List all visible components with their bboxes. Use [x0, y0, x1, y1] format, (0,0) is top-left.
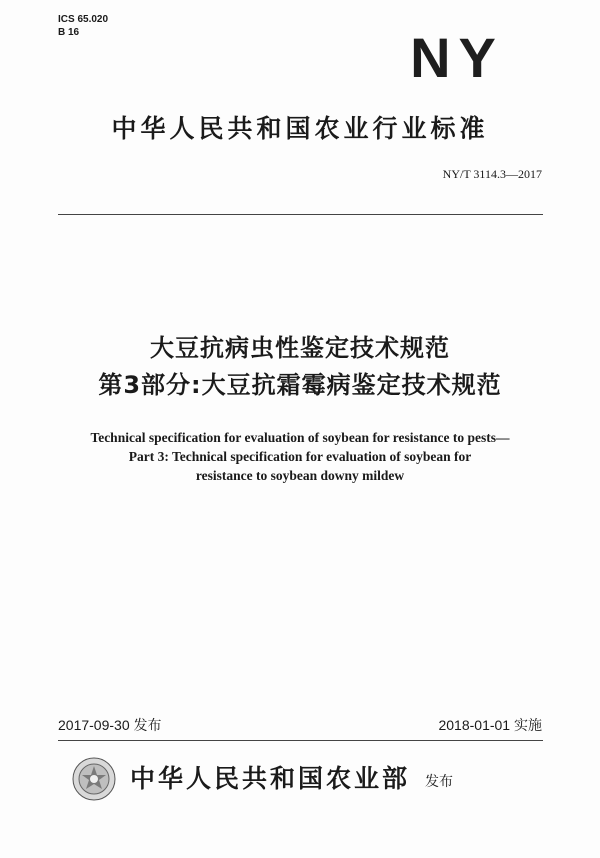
standard-type-heading: 中华人民共和国农业行业标准 — [111, 114, 489, 143]
english-title — [0, 428, 600, 485]
classification-codes — [58, 13, 108, 39]
chinese-title-line-2: 第3部分:大豆抗霜霉病鉴定技术规范 — [98, 371, 502, 399]
ics-code: ICS 65.020 — [58, 14, 109, 25]
issuing-ministry: 中华人民共和国农业部 — [130, 764, 411, 793]
english-title-line-2: Part 3: Technical specification for evaluation of soybean for — [128, 449, 472, 464]
ny-logo: NY — [410, 26, 504, 89]
issue-date: 2017-09-30 发布 — [58, 717, 162, 733]
english-title-line-3: resistance to soybean downy mildew — [195, 468, 405, 483]
standard-number: NY/T 3114.3—2017 — [442, 167, 542, 181]
header-divider — [58, 214, 543, 215]
footer-divider — [58, 740, 543, 741]
national-emblem-icon — [72, 757, 116, 801]
chinese-title-line-1: 大豆抗病虫性鉴定技术规范 — [150, 334, 450, 362]
publish-label: 发布 — [425, 774, 453, 790]
implementation-date: 2018-01-01 实施 — [438, 717, 542, 733]
ccs-code: B 16 — [58, 27, 80, 38]
english-title-line-1: Technical specification for evaluation of soybean for resistance to pests— — [90, 430, 510, 445]
